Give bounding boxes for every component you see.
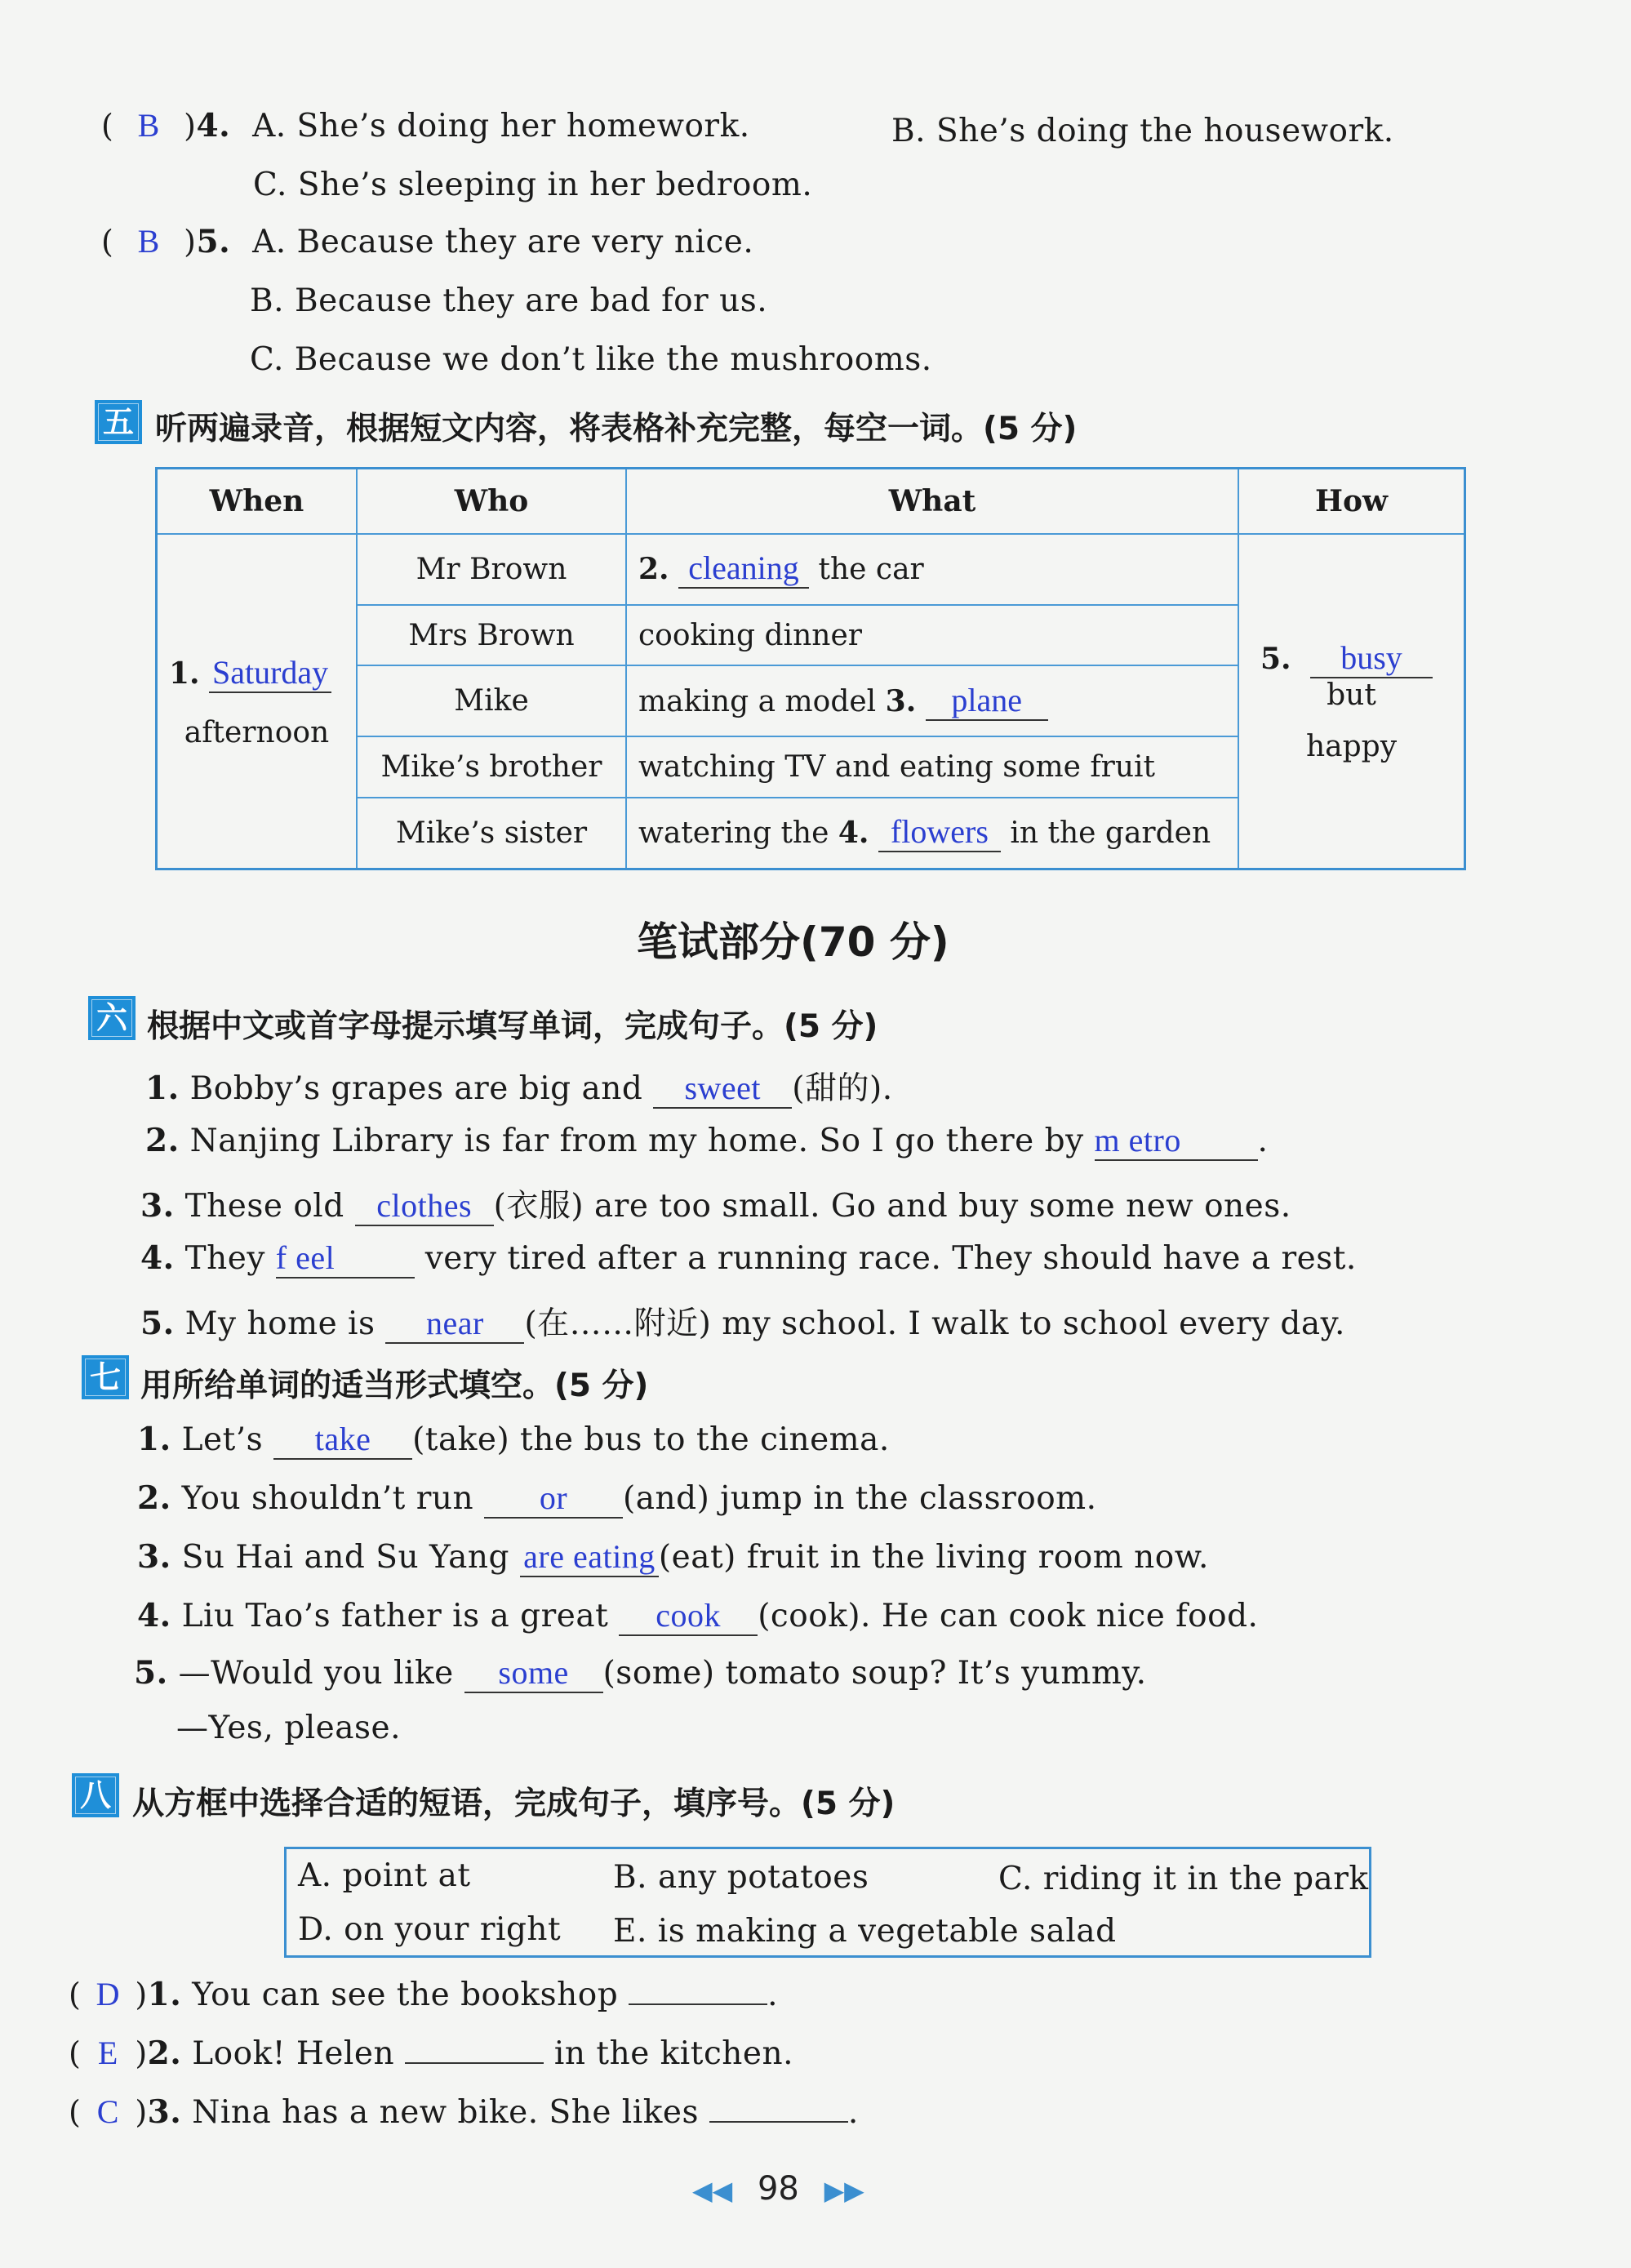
listening-table [155,467,1466,870]
how-cell [1238,534,1465,869]
header-who: Who [357,469,626,535]
item-answer[interactable]: clothes [376,1187,473,1224]
option-d: D. on your right [298,1911,562,1948]
item-answer[interactable]: take [314,1421,371,1457]
q4-row [101,106,750,145]
bracket-close: ) [184,224,197,260]
header-what: What [626,469,1238,535]
what-answer-2[interactable]: cleaning [688,549,799,587]
s6-item-4 [140,1239,1357,1279]
s7-item-3 [137,1538,1209,1577]
option-a: A. point at [298,1857,471,1894]
who-cell: Mike’s brother [357,736,626,798]
item-text: (and) jump in the classroom. [623,1480,1097,1517]
q5-option-a: A. Because they are very nice. [252,224,754,260]
s7-item-2 [137,1479,1097,1519]
q5-answer[interactable]: B [137,223,160,260]
q4-option-a: A. She’s doing her homework. [252,108,750,145]
header-how: How [1238,469,1465,535]
item-text: . [1257,1123,1269,1159]
how-happy: happy [1305,730,1398,763]
item-answer[interactable]: D [96,1976,121,2012]
prev-arrow-icon: ◀◀ [692,2175,733,2206]
item-text: You shouldn’t run [181,1480,474,1517]
what-cell: watching TV and eating some fruit [626,736,1238,798]
item-answer[interactable]: m etro [1094,1122,1181,1158]
item-text: (some) tomato soup? It’s yummy. [602,1655,1147,1692]
s7-item-1 [137,1421,890,1460]
item-text: Nina has a new bike. She likes [192,2094,699,2131]
option-b: B. any potatoes [613,1859,869,1896]
q5-row [101,222,753,260]
q4-number: 4. [196,107,231,145]
item-text: These old [184,1188,344,1225]
what-number: 4. [838,816,869,851]
item-text: My home is [184,1305,376,1342]
section6-title: 根据中文或首字母提示填写单词，完成句子。(5 分) [147,1008,878,1045]
what-suffix: in the garden [1010,816,1211,851]
who-cell: Mrs Brown [357,605,626,666]
q4-answer[interactable]: B [137,107,160,144]
s8-item-2: ( E )2. Look! Helen in the kitchen. [69,2025,793,2072]
s7-reply: —Yes, please. [176,1710,402,1746]
item-number: 2. [145,1122,180,1159]
table-row [157,534,1465,605]
section7-badge: 七 [82,1355,129,1399]
item-number: 2. [137,1479,171,1517]
s8-item-1: ( D )1. You can see the bookshop . [69,1966,778,2013]
item-answer[interactable]: are eating [523,1538,656,1575]
item-text: Let’s [181,1421,264,1458]
option-e: E. is making a vegetable salad [613,1913,1117,1950]
section7-title: 用所给单词的适当形式填空。(5 分) [140,1367,649,1404]
page-footer [692,2170,864,2208]
item-text: —Would you like [178,1655,454,1692]
item-text: (take) the bus to the cinema. [412,1421,890,1458]
item-text: . [847,2094,859,2131]
item-answer[interactable]: sweet [684,1070,762,1106]
what-cell: cooking dinner [626,605,1238,666]
table-header-row [157,469,1465,535]
item-text: Nanjing Library is far from my home. So I go there by [189,1123,1084,1159]
item-text: (cook). He can cook nice food. [758,1598,1259,1634]
bracket-open: ( [101,224,114,260]
item-number: 5. [134,1654,168,1692]
who-cell: Mike’s sister [357,798,626,869]
item-answer[interactable]: f eel [275,1239,336,1276]
s7-item-4 [137,1597,1258,1636]
what-prefix: making a model [638,684,877,718]
header-when: When [157,469,358,535]
when-afternoon: afternoon [184,715,330,749]
section8-title: 从方框中选择合适的短语，完成句子，填序号。(5 分) [132,1785,895,1822]
what-answer-4[interactable]: flowers [890,813,989,851]
item-text: . [767,1977,779,2013]
what-cell [626,534,1238,605]
what-number: 3. [885,683,917,718]
q5-option-c: C. Because we don’t like the mushrooms. [250,341,932,378]
item-number: 3. [140,1187,175,1225]
q4-option-c: C. She’s sleeping in her bedroom. [253,167,813,203]
section6-badge: 六 [88,996,136,1040]
item-number: 1. [145,1070,180,1107]
what-suffix: the car [818,553,924,587]
item-answer[interactable]: some [498,1654,569,1691]
what-cell [626,798,1238,869]
item-number: 4. [140,1239,175,1277]
who-cell: Mike [357,665,626,736]
item-text: Look! Helen [192,2035,395,2072]
item-answer[interactable]: E [97,2035,118,2071]
section5-title: 听两遍录音，根据短文内容，将表格补充完整，每空一词。(5 分) [155,411,1078,447]
how-answer[interactable]: busy [1340,639,1402,676]
q5-number: 5. [196,223,231,260]
what-cell [626,665,1238,736]
s7-item-5 [134,1654,1147,1693]
item-answer[interactable]: C [96,2093,119,2130]
s6-item-3 [140,1181,1291,1226]
item-text: Su Hai and Su Yang [181,1539,510,1576]
page-number: 98 [757,2170,799,2208]
item-number: 3. [137,1538,171,1576]
item-text: They [184,1240,265,1277]
how-number: 5. [1260,642,1291,676]
item-text: Liu Tao’s father is a great [181,1598,609,1634]
who-cell: Mr Brown [357,534,626,605]
options-box [284,1847,1371,1958]
item-text: (eat) fruit in the living room now. [658,1539,1209,1576]
s6-item-5 [140,1298,1345,1344]
when-answer[interactable]: Saturday [211,653,329,691]
item-text: Bobby’s grapes are big and [189,1070,643,1107]
what-prefix: watering the [638,816,829,851]
when-cell [157,534,358,869]
item-text: (甜的). [792,1070,893,1107]
bracket-open: ( [101,108,114,144]
what-number: 2. [638,552,669,587]
what-answer-3[interactable]: plane [951,681,1022,718]
s8-item-3: ( C )3. Nina has a new bike. She likes . [69,2083,859,2131]
section8-badge: 八 [72,1773,119,1817]
item-number: 4. [137,1597,171,1634]
item-text: (在……附近) my school. I walk to school every day. [524,1305,1345,1342]
option-c: C. riding it in the park [998,1861,1369,1897]
q5-option-b: B. Because they are bad for us. [250,282,768,319]
s6-item-1 [145,1063,893,1109]
item-number: 3. [147,2093,182,2131]
next-arrow-icon: ▶▶ [824,2175,864,2206]
item-answer[interactable]: near [426,1305,484,1341]
item-number: 1. [137,1421,171,1458]
bracket-close: ) [184,108,197,144]
item-number: 2. [147,2035,182,2072]
q4-option-b: B. She’s doing the housework. [891,113,1394,149]
when-number: 1. [169,656,200,691]
item-text: very tired after a running race. They should have a rest. [424,1240,1357,1277]
section5-badge: 五 [95,400,142,444]
item-answer[interactable]: or [539,1479,568,1516]
item-text: You can see the bookshop [192,1977,619,2013]
item-answer[interactable]: cook [656,1597,722,1634]
how-but: but [1327,678,1376,712]
item-number: 5. [140,1305,175,1342]
item-text: in the kitchen. [553,2035,794,2072]
item-text: (衣服) are too small. Go and buy some new ones. [493,1188,1291,1225]
item-number: 1. [147,1976,182,2013]
s6-item-2 [145,1122,1268,1161]
written-part-title: 笔试部分(70 分) [637,918,949,966]
